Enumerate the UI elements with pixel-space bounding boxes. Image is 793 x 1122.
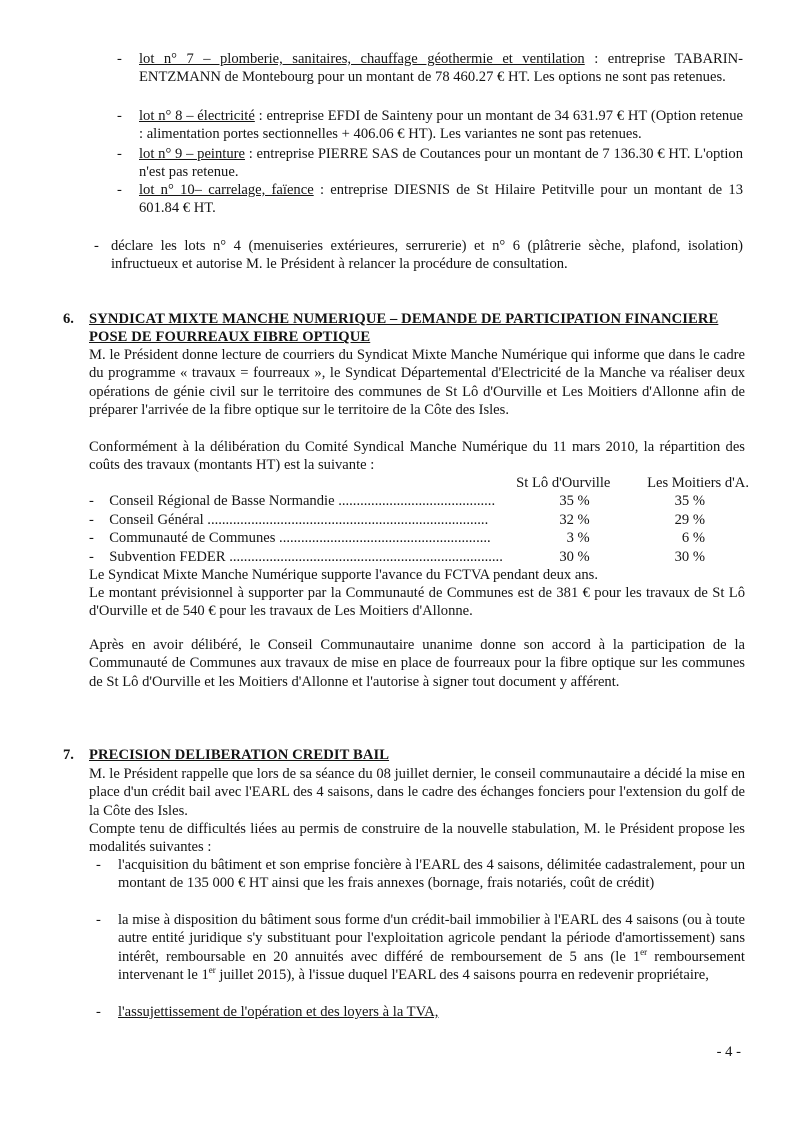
lot-label: lot n° 7 – plomberie, sanitaires, chauffage géothermie et ventilation bbox=[139, 51, 585, 67]
section7-intro: M. le Président rappelle que lors de sa séance du 08 juillet dernier, le conseil communautaire a décidé la mise en place d'un crédit bail avec l'EARL des 4 saisons, dans le cadre des échanges fonciers pour l'extension du golf de la Côte des Isles. bbox=[89, 766, 745, 819]
row-dash: - bbox=[89, 511, 94, 528]
lot-label: lot n° 8 – électricité bbox=[139, 108, 255, 124]
infructueux-paragraph: déclare les lots n° 4 (menuiseries extérieures, serrurerie) et n° 6 (plâtrerie sèche, plafond, isolation) infructueux et autorise M. le Président à relancer la procédure de consultation. bbox=[111, 238, 743, 273]
page-number: - 4 - bbox=[716, 1044, 741, 1060]
section-title bbox=[89, 310, 749, 347]
list-item bbox=[139, 181, 743, 218]
superscript: er bbox=[208, 965, 216, 976]
list-item: l'assujettissement de l'opération et des loyers à la TVA, bbox=[118, 1004, 439, 1020]
table-row bbox=[89, 548, 749, 566]
list-dash: - bbox=[117, 146, 122, 162]
lot-label: lot n° 10– carrelage, faïence bbox=[139, 182, 314, 198]
superscript: er bbox=[640, 946, 648, 957]
list-dash: - bbox=[117, 51, 122, 67]
row-label: Subvention FEDER ........................................................................... bbox=[109, 548, 503, 565]
section-title-line: POSE DE FOURREAUX FIBRE OPTIQUE bbox=[89, 329, 371, 346]
row-label: Communauté de Communes .......................................................... bbox=[109, 530, 491, 547]
lot-text: : entreprise EFDI de Sainteny pour un montant de 34 631.97 € HT (Option retenue : alimentation portes sectionnelles + 406.06 € HT). Les variantes ne sont pas retenues. bbox=[139, 108, 743, 143]
row-value: 6 % bbox=[681, 530, 705, 547]
list-item bbox=[118, 911, 745, 985]
cost-distribution-table bbox=[89, 474, 749, 566]
column-header: Les Moitiers d'A. bbox=[647, 475, 749, 491]
list-item-text: juillet 2015), à l'issue duquel l'EARL des 4 saisons pourra en redevenir propriétaire, bbox=[215, 967, 709, 984]
table-row bbox=[89, 492, 749, 510]
list-dash: - bbox=[117, 182, 122, 198]
section-number: 7. bbox=[63, 747, 74, 763]
row-value: 29 % bbox=[674, 511, 705, 528]
list-dash: - bbox=[96, 912, 101, 928]
row-dash: - bbox=[89, 493, 94, 510]
lot-text: : entreprise TABARIN-ENTZMANN de Montebourg pour un montant de 78 460.27 € HT. Les options ne sont pas retenues. bbox=[139, 51, 744, 86]
list-item bbox=[139, 50, 743, 87]
column-header: St Lô d'Ourville bbox=[516, 475, 611, 491]
table-row bbox=[89, 529, 749, 547]
list-dash: - bbox=[96, 1004, 101, 1020]
list-item bbox=[139, 107, 743, 144]
list-dash: - bbox=[94, 238, 99, 254]
lot-label: lot n° 9 – peinture bbox=[139, 146, 245, 162]
table-row bbox=[89, 511, 749, 529]
row-value: 30 % bbox=[674, 548, 705, 565]
list-dash: - bbox=[96, 857, 101, 873]
row-dash: - bbox=[89, 548, 94, 565]
lot-text: : entreprise PIERRE SAS de Coutances pour un montant de 7 136.30 € HT. L'option n'est pas retenue. bbox=[139, 146, 743, 181]
section6-fctva: Le Syndicat Mixte Manche Numérique supporte l'avance du FCTVA pendant deux ans. bbox=[89, 567, 598, 583]
lot-text: : entreprise DIESNIS de St Hilaire Petitville pour un montant de 13 601.84 € HT. bbox=[139, 182, 743, 217]
row-dash: - bbox=[89, 530, 94, 547]
row-label: Conseil Général ............................................................................. bbox=[109, 511, 489, 528]
section-title: PRECISION DELIBERATION CREDIT BAIL bbox=[89, 747, 390, 763]
section6-intro: M. le Président donne lecture de courriers du Syndicat Mixte Manche Numérique qui informe que dans le cadre du programme « travaux = fourreaux », le Syndicat Départemental d'Electricité de la Manche va réaliser deux opérations de génie civil sur le territoire des communes de St Lô d'Ourville et Les Moitiers d'Allonne afin de préparer l'arrivée de la fibre optique sur le territoire de la Côte des Isles. bbox=[89, 347, 745, 419]
list-item: l'acquisition du bâtiment et son emprise foncière à l'EARL des 4 saisons, délimitée cadastralement, pour un montant de 135 000 € HT ainsi que les frais annexes (bornage, frais notariés, coût de crédit) bbox=[118, 857, 745, 892]
section7-compte-tenu: Compte tenu de difficultés liées au permis de construire de la nouvelle stabulation, M. le Président propose les modalités suivantes : bbox=[89, 821, 745, 856]
row-value: 32 % bbox=[559, 511, 590, 528]
section-title-line: SYNDICAT MIXTE MANCHE NUMERIQUE – DEMANDE DE PARTICIPATION FINANCIERE bbox=[89, 311, 719, 327]
row-value: 35 % bbox=[674, 493, 705, 510]
list-item-text: remboursement intervenant le 1 bbox=[118, 948, 745, 984]
row-value: 3 % bbox=[566, 530, 590, 547]
section6-decision: Après en avoir délibéré, le Conseil Communautaire unanime donne son accord à la participation de la Communauté de Communes aux travaux de mise en place de fourreaux pour la fibre optique sur les communes de St Lô d'Ourville et les Moitiers d'Allonne et l'autorise à signer tout document y afférent. bbox=[89, 637, 745, 690]
row-value: 30 % bbox=[559, 548, 590, 565]
list-item bbox=[139, 145, 743, 182]
row-label: Conseil Régional de Basse Normandie ........................................... bbox=[109, 493, 496, 510]
row-value: 35 % bbox=[559, 493, 590, 510]
list-item-text: la mise à disposition du bâtiment sous forme d'un crédit-bail immobilier à l'EARL des 4 saisons (ou à toute autre entité juridique s'y substituant pour l'exploitation agricole pendant la période d'amortissement) sans intérêt, remboursable en 20 annuités avec différé de remboursement de 5 ans (le 1 bbox=[118, 912, 745, 965]
section-number: 6. bbox=[63, 311, 74, 327]
list-dash: - bbox=[117, 108, 122, 124]
section6-montant: Le montant prévisionnel à supporter par la Communauté de Communes est de 381 € pour les travaux de St Lô d'Ourville et de 540 € pour les travaux de Les Moitiers d'Allonne. bbox=[89, 585, 745, 620]
table-header-row bbox=[89, 474, 749, 492]
section6-repartition: Conformément à la délibération du Comité Syndical Manche Numérique du 11 mars 2010, la répartition des coûts des travaux (montants HT) est la suivante : bbox=[89, 439, 745, 474]
